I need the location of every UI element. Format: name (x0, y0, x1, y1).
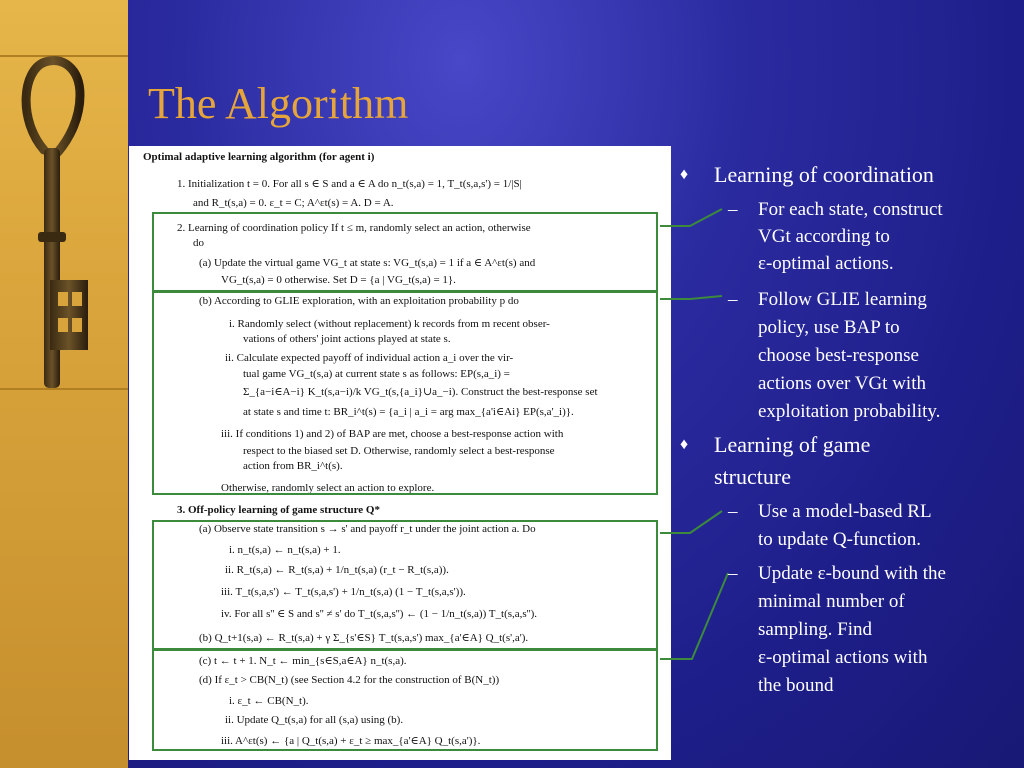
algorithm-line: tual game VG_t(s,a) at current state s as follows: EP(s,a_i) = (243, 368, 510, 380)
algorithm-line: action from BR_i^t(s). (243, 460, 343, 472)
algorithm-line: Otherwise, randomly select an action to explore. (221, 482, 435, 494)
algorithm-line: (b) Q_t+1(s,a) ← R_t(s,a) + γ Σ_{s'∈S} T_t(s,a,s') max_{a'∈A} Q_t(s',a'). (199, 632, 529, 644)
algorithm-line: iv. For all s'' ∈ S and s'' ≠ s' do T_t(s,a,s'') ← (1 − 1/n_t(s,a)) T_t(s,a,s''). (221, 608, 538, 620)
sub-bullet-line: the bound (758, 675, 834, 696)
bullet-label: Learning of coordination (714, 162, 934, 187)
algorithm-line: iii. T_t(s,a,s') ← T_t(s,a,s') + 1/n_t(s,a) (1 − T_t(s,a,s')). (221, 586, 466, 598)
sub-bullet-line: Update ε-bound with the (758, 563, 946, 584)
algorithm-line: (a) Observe state transition s → s' and payoff r_t under the joint action a. Do (199, 523, 536, 535)
connector-line (660, 296, 722, 299)
algorithm-line: (c) t ← t + 1. N_t ← min_{s∈S,a∈A} n_t(s,a). (199, 655, 407, 667)
connector-line (660, 573, 728, 659)
dash-bullet-icon: – (728, 501, 738, 522)
algorithm-line: (a) Update the virtual game VG_t at state s: VG_t(s,a) = 1 if a ∈ A^εt(s) and (199, 257, 536, 269)
dash-bullet-icon: – (728, 563, 738, 584)
sub-bullet-line: ε-optimal actions with (758, 647, 928, 668)
algorithm-line: ii. R_t(s,a) ← R_t(s,a) + 1/n_t(s,a) (r_t − R_t(s,a)). (225, 564, 449, 576)
connector-line (660, 209, 722, 226)
dash-bullet-icon: – (728, 199, 738, 220)
sub-bullet-line: VGt according to (758, 226, 890, 247)
algorithm-line: at state s and time t: BR_i^t(s) = {a_i | a_i = arg max_{a'i∈Ai} EP(s,a'_i)}. (243, 406, 574, 418)
algorithm-line: 2. Learning of coordination policy If t ≤ m, randomly select an action, otherwise (177, 222, 531, 234)
sub-bullet-line: actions over VGt with (758, 373, 926, 394)
algorithm-line: do (193, 237, 204, 249)
algorithm-line: ii. Update Q_t(s,a) for all (s,a) using (b). (225, 714, 404, 726)
sub-bullet-line: ε-optimal actions. (758, 253, 894, 274)
algorithm-line: VG_t(s,a) = 0 otherwise. Set D = {a | VG_t(s,a) = 1}. (221, 274, 456, 286)
slide-title: The Algorithm (148, 79, 409, 128)
algorithm-line: 3. Off-policy learning of game structure Q* (177, 504, 380, 516)
algorithm-line: Σ_{a−i∈A−i} K_t(s,a−i)/k VG_t(s,{a_i}∪a_−i). Construct the best-response set (243, 386, 598, 398)
algorithm-line: iii. If conditions 1) and 2) of BAP are met, choose a best-response action with (221, 428, 564, 440)
sub-bullet-line: sampling. Find (758, 619, 873, 640)
algorithm-line: vations of others' joint actions played at state s. (243, 333, 451, 345)
algorithm-line: i. ε_t ← CB(N_t). (229, 695, 309, 707)
sub-bullet-line: choose best-response (758, 345, 919, 366)
dash-bullet-icon: – (728, 289, 738, 310)
algorithm-line: 1. Initialization t = 0. For all s ∈ S and a ∈ A do n_t(s,a) = 1, T_t(s,a,s') = 1/|S| (177, 178, 522, 190)
sub-bullet-line: to update Q-function. (758, 529, 922, 550)
algorithm-header: Optimal adaptive learning algorithm (for agent i) (143, 151, 375, 163)
algorithm-line: (b) According to GLIE exploration, with an exploitation probability p do (199, 295, 519, 307)
algorithm-line: and R_t(s,a) = 0. ε_t = C; A^εt(s) = A. D = A. (193, 197, 394, 209)
algorithm-line: iii. A^εt(s) ← {a | Q_t(s,a) + ε_t ≥ max_{a'∈A} Q_t(s,a')}. (221, 735, 481, 747)
connector-line (660, 511, 722, 533)
algorithm-line: ii. Calculate expected payoff of individual action a_i over the vir- (225, 352, 514, 364)
sub-bullet-line: Follow GLIE learning (758, 289, 927, 310)
sub-bullet-line: For each state, construct (758, 199, 943, 220)
algorithm-line: i. Randomly select (without replacement) k records from m recent obser- (229, 318, 550, 330)
sub-bullet-line: exploitation probability. (758, 401, 941, 422)
bullet-label: structure (714, 464, 791, 489)
algorithm-line: (d) If ε_t > CB(N_t) (see Section 4.2 for the construction of B(N_t)) (199, 674, 500, 686)
algorithm-line: respect to the biased set D. Otherwise, randomly select a best-response (243, 445, 555, 457)
diamond-bullet-icon: ♦ (680, 166, 689, 183)
sub-bullet-line: Use a model-based RL (758, 501, 932, 522)
bullet-label: Learning of game (714, 432, 871, 457)
algorithm-line: i. n_t(s,a) ← n_t(s,a) + 1. (229, 544, 341, 556)
diamond-bullet-icon: ♦ (680, 436, 689, 453)
sub-bullet-line: minimal number of (758, 591, 905, 612)
sub-bullet-line: policy, use BAP to (758, 317, 900, 338)
